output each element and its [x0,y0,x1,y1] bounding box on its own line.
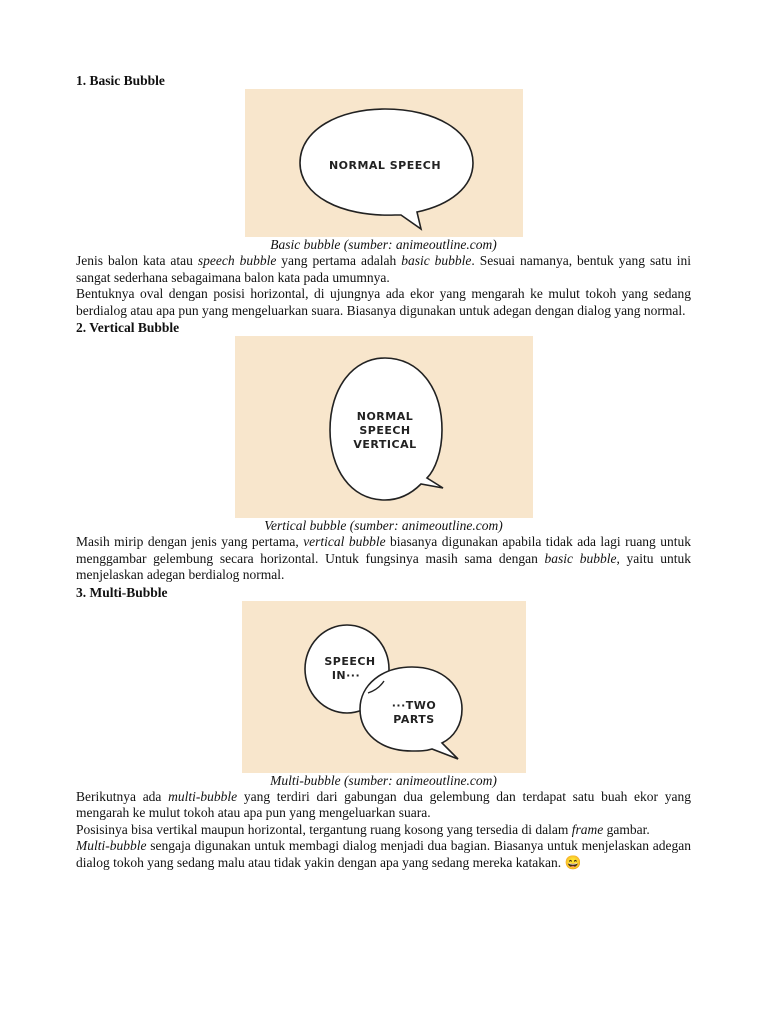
figure-caption: Multi-bubble (sumber: animeoutline.com) [270,772,497,788]
vertical-bubble-illustration [235,336,533,518]
paragraph [76,253,691,286]
paragraph [76,789,691,822]
figure-caption: Basic bubble (sumber: animeoutline.com) [270,237,497,252]
paragraph [76,534,691,584]
figure-vertical-bubble [76,336,691,518]
text-run: 😄 [564,854,582,870]
text-run: yang pertama adalah [276,253,402,268]
figure-caption: Vertical bubble (sumber: animeoutline.com) [264,518,503,533]
bubble-text-line: VERTICAL [352,438,417,451]
italic-term: vertical bubble [303,534,386,549]
text-run: Posisinya bisa vertikal maupun horizontal, tergantung ruang kosong yang tersedia di dalam [76,821,572,837]
bubble-text-line: ···TWO [391,698,436,712]
bubble-text-line: IN··· [331,668,360,682]
figure-basic-bubble [76,89,691,237]
bubble-text: NORMAL SPEECH [328,159,441,172]
multi-bubble-illustration [242,601,526,773]
document-page [76,72,691,871]
bubble-text-line: SPEECH [323,654,376,668]
text-run: Masih mirip dengan jenis yang pertama, [76,534,304,549]
figure-multi-bubble [76,601,691,773]
bubble-text-line: PARTS [392,712,435,726]
italic-term: Multi-bubble [76,838,147,853]
text-run: gambar. [603,821,650,837]
italic-term: speech bubble [197,253,277,268]
text-run: yang terdiri dari gabungan dua gelembung dan terdapat satu buah ekor yang mengarah ke mulut tokoh atau apa pun yang mengeluarkan suara. [76,788,691,820]
paragraph [76,838,691,871]
section-heading-multi-bubble: 3. Multi-Bubble [76,584,168,600]
section-heading-basic-bubble: 1. Basic Bubble [76,73,165,88]
text-run: biasanya digunakan apabila tidak ada lagi ruang untuk menggambar gelembung secara horizontal. Untuk fungsinya masih sama dengan [76,534,691,566]
bubble-text-line: SPEECH [358,424,411,437]
italic-term: basic bubble [544,550,617,566]
italic-term: multi-bubble [168,788,238,804]
text-run: sengaja digunakan untuk membagi dialog menjadi dua bagian. Biasanya untuk menjelaskan adegan dialog tokoh yang sedang malu atau tidak yakin dengan apa yang sedang mereka katakan. [76,838,691,870]
text-run: Bentuknya oval dengan posisi horizontal, di ujungnya ada ekor yang mengarah ke mulut tokoh yang sedang berdialog atau apa pun yang mengeluarkan suara. Biasanya digunakan untuk adegan dengan dialog yang normal. [76,286,691,318]
italic-term: frame [571,821,604,837]
text-run: , yaitu untuk menjelaskan adegan berdialog normal. [76,550,691,582]
paragraph [76,822,691,839]
text-run: Berikutnya ada [76,788,169,804]
section-heading-vertical-bubble: 2. Vertical Bubble [76,320,180,335]
paragraph [76,286,691,319]
text-run: Jenis balon kata atau [76,253,198,268]
italic-term: basic bubble [401,253,472,268]
basic-bubble-illustration [245,89,523,237]
text-run: . Sesuai namanya, bentuk yang satu ini sangat sederhana sebagaimana balon kata pada umumnya. [76,253,691,285]
bubble-text-line: NORMAL [356,410,413,423]
